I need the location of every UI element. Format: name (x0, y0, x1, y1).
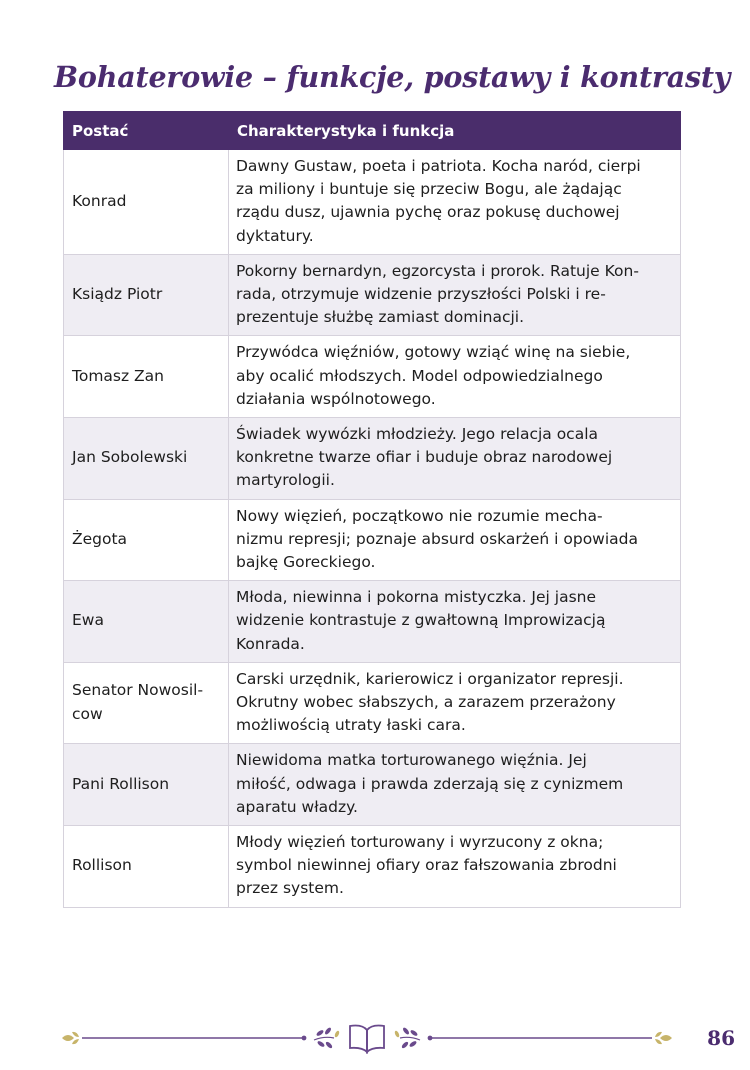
description-line: nizmu represji; poznaje absurd oskarżeń i opowiada (236, 529, 638, 548)
characters-table (63, 111, 681, 908)
footer-ornament (58, 1018, 676, 1058)
open-book-icon (350, 1026, 384, 1053)
description-line: rządu dusz, ujawnia pychę oraz pokusę duchowej (236, 203, 620, 222)
description-line: prezentuje służbę zamiast dominacji. (236, 308, 525, 327)
right-laurel-icon (394, 1027, 420, 1050)
description-line: Konrada. (236, 634, 305, 653)
table-row (64, 499, 681, 581)
character-name: Ewa (64, 581, 229, 663)
table-row (64, 662, 681, 744)
table-row (64, 336, 681, 418)
description-line: konkretne twarze ofiar i buduje obraz narodowej (236, 448, 613, 467)
description-line: możliwością utraty łaski cara. (236, 716, 466, 735)
table-row (64, 254, 681, 336)
description-line: Młody więzień torturowany i wyrzucony z okna; (236, 833, 604, 852)
description-line: Niewidoma matka torturowanego więźnia. Jej (236, 751, 587, 770)
character-description (229, 499, 681, 581)
character-name: Żegota (64, 499, 229, 581)
description-line: Dawny Gustaw, poeta i patriota. Kocha naród, cierpi (236, 157, 641, 175)
character-description (229, 150, 681, 255)
character-description (229, 744, 681, 826)
character-description (229, 581, 681, 663)
description-line: przez system. (236, 879, 344, 898)
column-header-character: Postać (64, 112, 229, 150)
page-number: 86 (707, 1026, 735, 1050)
character-name-line: cow (72, 704, 103, 723)
page-title: Bohaterowie – funkcje, postawy i kontrasty (54, 60, 731, 94)
description-line: za miliony i buntuje się przeciw Bogu, ale żądając (236, 180, 622, 199)
character-name: Tomasz Zan (64, 336, 229, 418)
left-leaf-icon (62, 1032, 79, 1044)
description-line: Przywódca więźniów, gotowy wziąć winę na siebie, (236, 343, 631, 362)
character-description (229, 662, 681, 744)
table-header-row (64, 112, 681, 150)
column-header-description: Charakterystyka i funkcja (229, 112, 681, 150)
table-row (64, 581, 681, 663)
character-description (229, 336, 681, 418)
character-description (229, 418, 681, 500)
description-line: widzenie kontrastuje z gwałtowną Improwizacją (236, 611, 606, 630)
character-name: Konrad (64, 150, 229, 255)
character-name: Ksiądz Piotr (64, 254, 229, 336)
description-line: miłość, odwaga i prawda zderzają się z cynizmem (236, 774, 624, 793)
character-name (64, 662, 229, 744)
description-line: aby ocalić młodszych. Model odpowiedzialnego (236, 366, 603, 385)
description-line: Carski urzędnik, karierowicz i organizator represji. (236, 669, 624, 688)
description-line: Nowy więzień, początkowo nie rozumie mecha- (236, 506, 603, 525)
character-name: Rollison (64, 826, 229, 908)
description-line: bajkę Goreckiego. (236, 553, 376, 572)
description-line: rada, otrzymuje widzenie przyszłości Polski i re- (236, 285, 606, 304)
description-line: działania wspólnotowego. (236, 389, 436, 408)
left-laurel-icon (314, 1027, 340, 1050)
table-row (64, 418, 681, 500)
description-line: aparatu władzy. (236, 797, 358, 816)
description-line: Świadek wywózki młodzieży. Jego relacja ocala (236, 425, 599, 444)
description-line: symbol niewinnej ofiary oraz fałszowania zbrodni (236, 856, 617, 875)
description-line: dyktatury. (236, 226, 314, 245)
table-row (64, 744, 681, 826)
character-description (229, 254, 681, 336)
description-line: martyrologii. (236, 471, 335, 490)
character-name: Pani Rollison (64, 744, 229, 826)
character-description (229, 826, 681, 908)
description-line: Okrutny wobec słabszych, a zarazem przerażony (236, 693, 616, 712)
table-row (64, 150, 681, 255)
description-line: Młoda, niewinna i pokorna mistyczka. Jej jasne (236, 588, 597, 607)
right-leaf-icon (655, 1032, 672, 1044)
character-name: Jan Sobolewski (64, 418, 229, 500)
description-line: Pokorny bernardyn, egzorcysta i prorok. Ratuje Kon- (236, 261, 639, 280)
character-name-line: Senator Nowosil- (72, 681, 204, 700)
table-row (64, 826, 681, 908)
